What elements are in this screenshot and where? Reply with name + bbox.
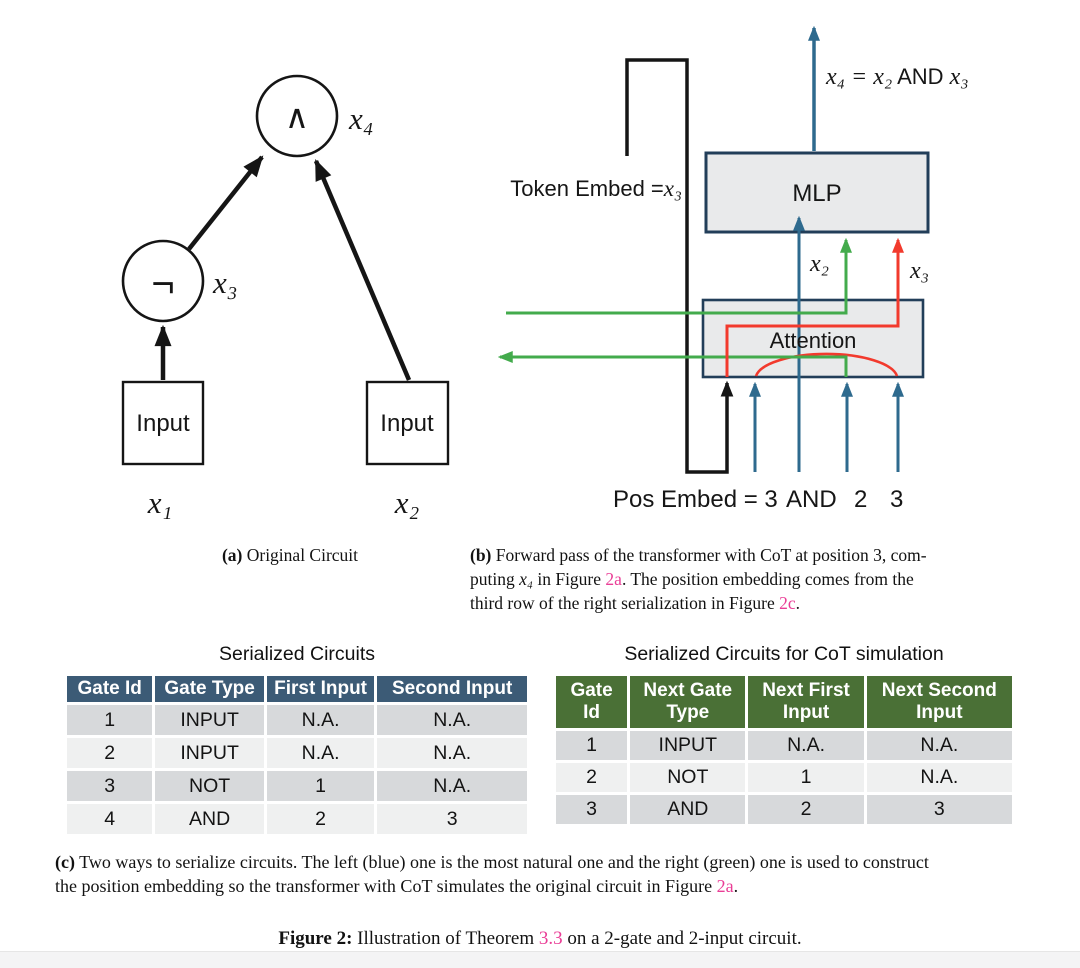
caption-c-tag: (c) bbox=[55, 852, 75, 872]
col-header: Gate Type bbox=[155, 676, 263, 702]
figure-ref-2a[interactable]: 2a bbox=[605, 569, 622, 589]
x2-wire-label: x₂ bbox=[810, 251, 829, 277]
transformer-diagram bbox=[500, 28, 969, 513]
figure-ref-2a-c[interactable]: 2a bbox=[716, 875, 734, 896]
wire-input2-to-and bbox=[316, 161, 409, 380]
caption-b: (b) Forward pass of the transformer with CoT at position 3, com- puting x₄ in Figure 2a. The position embedding comes from the third row of the right serialization in Figure 2c. bbox=[470, 545, 927, 613]
col-header: Gate Id bbox=[67, 676, 152, 702]
not-gate-symbol: ¬ bbox=[151, 262, 175, 306]
token-embed-label: Token Embed =x₃ bbox=[510, 176, 682, 201]
pos-embed-label: Pos Embed = 3 bbox=[613, 486, 778, 513]
input1-text: Input bbox=[136, 410, 190, 437]
output-equation-label: x₄ = x₂ AND x₃ bbox=[826, 64, 969, 90]
cot-feedback-path bbox=[627, 60, 727, 472]
table-row: 1 INPUT N.A. N.A. bbox=[67, 705, 527, 735]
x3-wire-label: x₃ bbox=[910, 258, 929, 284]
table-row: 2 NOT 1 N.A. bbox=[556, 763, 1012, 792]
token-3-label: 3 bbox=[890, 486, 904, 513]
figure-ref-2c[interactable]: 2c bbox=[779, 593, 796, 613]
token-2-label: 2 bbox=[854, 486, 868, 513]
serialized-circuits-table-section bbox=[64, 643, 530, 837]
table-row: 1 INPUT N.A. N.A. bbox=[556, 731, 1012, 760]
not-gate-label: x₃ bbox=[213, 265, 238, 300]
table-header-row bbox=[67, 676, 527, 702]
caption-a bbox=[100, 543, 480, 567]
and-gate-symbol: ∧ bbox=[284, 98, 310, 135]
left-table-title: Serialized Circuits bbox=[218, 643, 376, 665]
wire-not-to-and bbox=[189, 157, 262, 249]
figure-2-caption-tag: Figure 2: bbox=[278, 928, 353, 949]
table-row: 2 INPUT N.A. N.A. bbox=[67, 738, 527, 768]
serialized-circuits-table bbox=[64, 673, 530, 837]
mlp-label: MLP bbox=[792, 180, 842, 207]
col-header: Gate Id bbox=[556, 676, 627, 728]
col-header: Next Second Input bbox=[867, 676, 1012, 728]
table-row: 3 AND 2 3 bbox=[556, 795, 1012, 824]
input2-label: x₂ bbox=[394, 485, 420, 520]
caption-a-text: Original Circuit bbox=[246, 545, 359, 565]
col-header: Next Gate Type bbox=[630, 676, 745, 728]
table-header-row bbox=[556, 676, 1012, 728]
page-footer-strip bbox=[0, 951, 1080, 968]
caption-a-tag: (a) bbox=[221, 545, 243, 565]
input2-text: Input bbox=[380, 410, 434, 437]
table-row: 3 NOT 1 N.A. bbox=[67, 771, 527, 801]
and-gate-label: x₄ bbox=[349, 101, 374, 136]
token-and-label: AND bbox=[786, 486, 837, 513]
cot-serialized-circuits-table bbox=[553, 673, 1015, 827]
theorem-3-3-ref[interactable]: 3.3 bbox=[538, 928, 563, 949]
attention-label: Attention bbox=[769, 328, 857, 353]
right-table-title: Serialized Circuits for CoT simulation bbox=[624, 643, 944, 665]
table-row: 4 AND 2 3 bbox=[67, 804, 527, 834]
caption-c: (c) Two ways to serialize circuits. The left (blue) one is the most natural one and the right (green) one is used to construct the position embedding so the transformer with CoT simulates the original circuit in Figure 2a. bbox=[55, 852, 929, 896]
figure-2-caption: Figure 2: Illustration of Theorem 3.3 on a 2-gate and 2-input circuit. bbox=[278, 928, 802, 949]
col-header: First Input bbox=[267, 676, 374, 702]
input1-label: x₁ bbox=[147, 485, 173, 520]
col-header: Next First Input bbox=[748, 676, 863, 728]
caption-b-tag: (b) bbox=[470, 545, 492, 565]
col-header: Second Input bbox=[377, 676, 527, 702]
original-circuit-diagram bbox=[123, 76, 448, 520]
cot-serialized-circuits-table-section bbox=[553, 643, 1015, 827]
